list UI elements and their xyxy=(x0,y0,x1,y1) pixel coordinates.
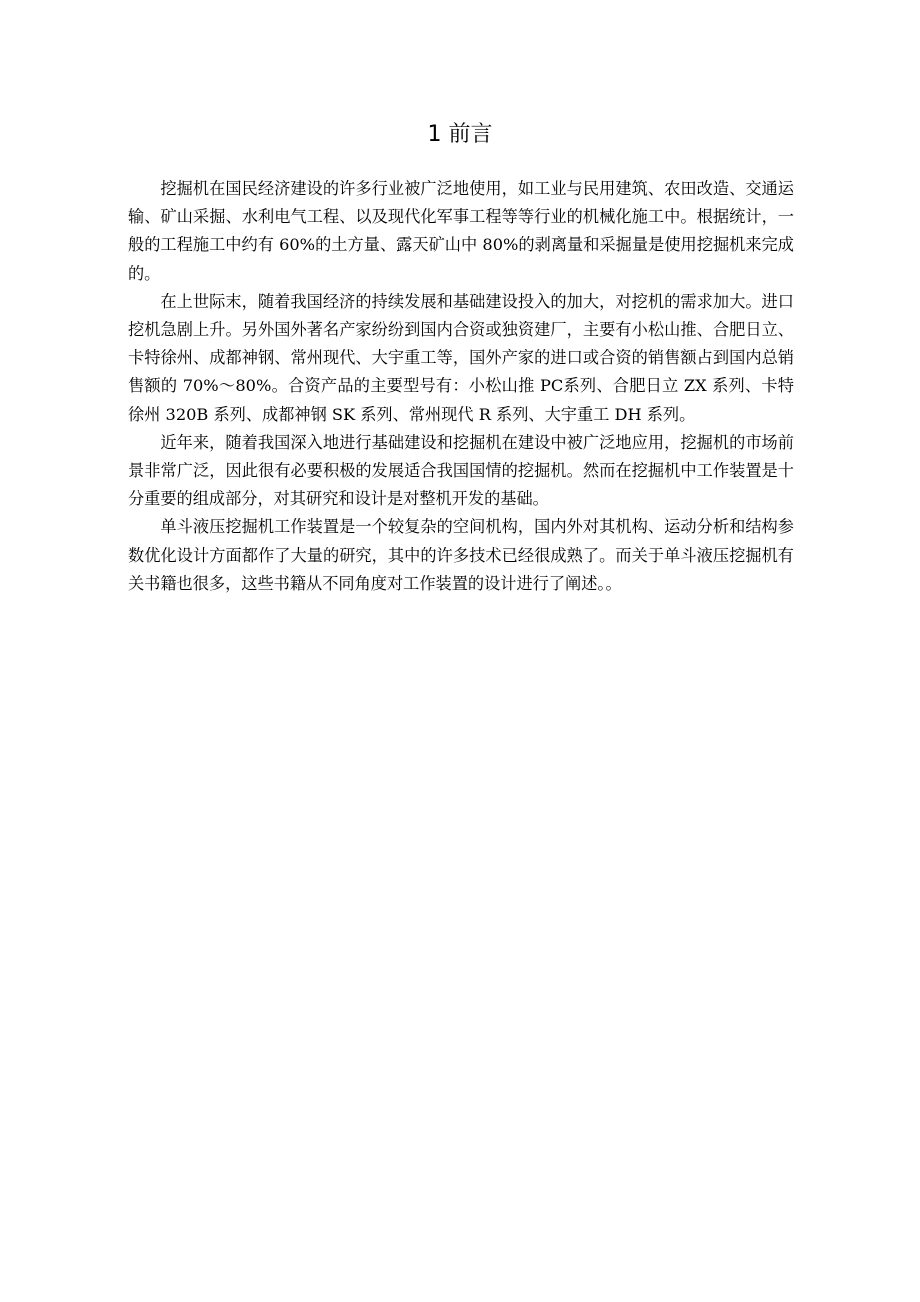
document-body xyxy=(128,175,794,598)
paragraph-2: 在上世际末，随着我国经济的持续发展和基础建设投入的加大，对挖机的需求加大。进口挖机急剧上升。另外国外著名产家纷纷到国内合资或独资建厂，主要有小松山推、合肥日立、卡特徐州、成都神钢、常州现代、大宇重工等，国外产家的进口或合资的销售额占到国内总销售额的 70%～80%。合资产品的主要型号有：小松山推 PC系列、合肥日立 ZX 系列、卡特徐州 320B 系列、成都神钢 SK 系列、常州现代 R 系列、大宇重工 DH 系列。 xyxy=(128,291,794,424)
section-title: 1 前言 xyxy=(427,122,493,147)
paragraph-3: 近年来，随着我国深入地进行基础建设和挖掘机在建设中被广泛地应用，挖掘机的市场前景非常广泛，因此很有必要积极的发展适合我国国情的挖掘机。然而在挖掘机中工作装置是十分重要的组成部分，对其研究和设计是对整机开发的基础。 xyxy=(128,432,794,509)
paragraph-4: 单斗液压挖掘机工作装置是一个较复杂的空间机构，国内外对其机构、运动分析和结构参数优化设计方面都作了大量的研究，其中的许多技术已经很成熟了。而关于单斗液压挖掘机有关书籍也很多，这些书籍从不同角度对工作装置的设计进行了阐述。。 xyxy=(128,517,794,593)
paragraph-1: 挖掘机在国民经济建设的许多行业被广泛地使用，如工业与民用建筑、农田改造、交通运输、矿山采掘、水利电气工程、以及现代化军事工程等等行业的机械化施工中。根据统计，一般的工程施工中约有 60%的土方量、露天矿山中 80%的剥离量和采掘量是使用挖掘机来完成的。 xyxy=(128,179,794,283)
